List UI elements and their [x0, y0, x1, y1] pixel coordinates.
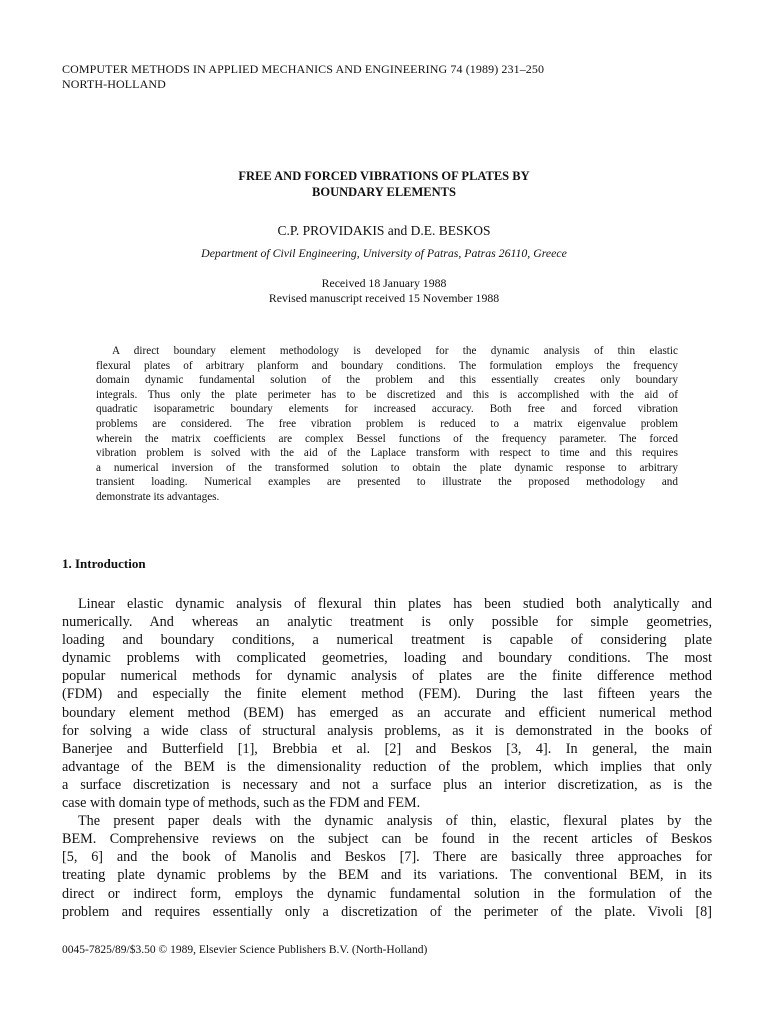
- revised-date: Revised manuscript received 15 November 1988: [268, 291, 500, 305]
- body-line: treating plate dynamic problems by the BEM and its variations. The conventional BEM, in its: [62, 867, 712, 884]
- paper-authors: C.P. PROVIDAKIS and D.E. BESKOS: [277, 223, 491, 238]
- abstract-line: domain dynamic fundamental solution of the problem and this essentially creates only boundary: [96, 374, 678, 387]
- abstract-line: demonstrate its advantages.: [96, 490, 220, 503]
- abstract-line: A direct boundary element methodology is developed for the dynamic analysis of thin elastic: [112, 345, 678, 357]
- section-heading: 1. Introduction: [62, 556, 146, 571]
- body-line: case with domain type of methods, such as the FDM and FEM.: [62, 795, 421, 812]
- author-affiliation: Department of Civil Engineering, University of Patras, Patras 26110, Greece: [201, 246, 567, 260]
- abstract-line: wherein the matrix coefficients are complex Bessel functions of the frequency parameter. The forced: [96, 432, 678, 445]
- body-line: boundary element method (BEM) has emerged as an accurate and efficient numerical method: [62, 704, 712, 721]
- abstract-line: vibration problem is solved with the aid of the Laplace transform with respect to time and this requires: [96, 447, 678, 460]
- journal-citation: COMPUTER METHODS IN APPLIED MECHANICS AND ENGINEERING 74 (1989) 231–250: [62, 62, 545, 76]
- copyright-footer: 0045-7825/89/$3.50 © 1989, Elsevier Science Publishers B.V. (North-Holland): [62, 944, 428, 956]
- abstract-line: problems are considered. The free vibration problem is reduced to a matrix eigenvalue problem: [96, 417, 678, 430]
- body-line: Banerjee and Butterfield [1], Brebbia et al. [2] and Beskos [3, 4]. In general, the main: [62, 740, 712, 757]
- introduction-body: [62, 595, 712, 921]
- submission-dates: [0, 276, 768, 306]
- abstract-line: a numerical inversion of the transformed solution to obtain the plate dynamic response to arbitrary: [96, 461, 678, 474]
- body-line: loading and boundary conditions, a numerical treatment is capable of considering plate: [62, 632, 712, 649]
- abstract-line: flexural plates of arbitrary planform and boundary conditions. The formulation employs the frequency: [96, 359, 678, 372]
- body-line: advantage of the BEM is the dimensionality reduction of the problem, which implies that only: [62, 758, 712, 775]
- body-line: direct or indirect form, employs the dynamic fundamental solution in the formulation of the: [62, 885, 712, 902]
- body-line: a surface discretization is necessary and not a surface plus an interior discretization, as is the: [62, 776, 712, 793]
- received-date: Received 18 January 1988: [321, 276, 447, 290]
- journal-publisher: NORTH-HOLLAND: [62, 77, 166, 91]
- body-line: Linear elastic dynamic analysis of flexural thin plates has been studied both analytically and: [78, 596, 712, 612]
- body-line: dynamic problems with complicated geometries, loading and boundary conditions. The most: [62, 650, 712, 667]
- body-line: [5, 6] and the book of Manolis and Beskos [7]. There are basically three approaches for: [62, 849, 712, 866]
- paper-title: [0, 168, 768, 200]
- body-line: (FDM) and especially the finite element method (FEM). During the last fifteen years the: [62, 686, 712, 703]
- body-line: numerically. And whereas an analytic treatment is only possible for simple geometries,: [62, 614, 712, 631]
- abstract-line: transient loading. Numerical examples are presented to illustrate the proposed methodology and: [96, 476, 678, 489]
- body-line: problem and requires essentially only a discretization of the perimeter of the plate. Vivoli [8]: [62, 903, 712, 920]
- paper-title-line-2: BOUNDARY ELEMENTS: [312, 185, 456, 199]
- body-line: for solving a wide class of structural analysis problems, as it is demonstrated in the books of: [62, 722, 712, 739]
- paper-title-line-1: FREE AND FORCED VIBRATIONS OF PLATES BY: [238, 169, 530, 183]
- body-line: BEM. Comprehensive reviews on the subject can be found in the recent articles of Beskos: [62, 831, 712, 848]
- body-line: popular numerical methods for dynamic analysis of plates are the finite difference method: [62, 668, 712, 685]
- body-line: The present paper deals with the dynamic analysis of thin, elastic, flexural plates by the: [78, 813, 712, 830]
- abstract-line: integrals. Thus only the plate perimeter has to be discretized and this is accomplished with the aid of: [96, 388, 678, 401]
- abstract-line: quadratic isoparametric boundary elements for increased accuracy. Both free and forced vibration: [96, 403, 678, 416]
- journal-header: [62, 62, 544, 92]
- abstract: [96, 344, 678, 505]
